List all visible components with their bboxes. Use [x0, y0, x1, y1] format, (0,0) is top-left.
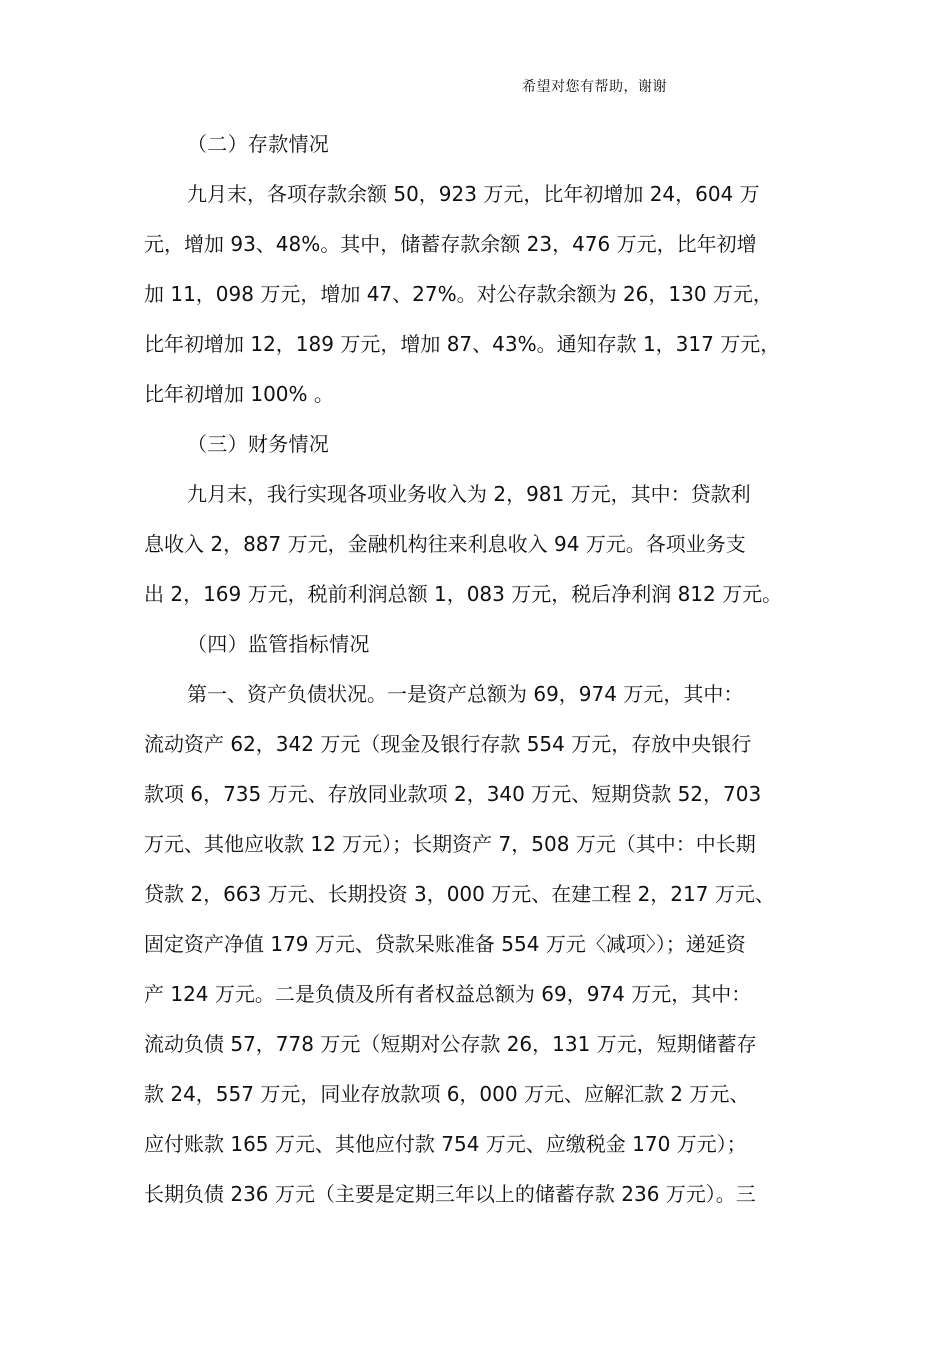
paragraph-line: 贷款 2，663 万元、长期投资 3，000 万元、在建工程 2，217 万元、 [144, 882, 775, 906]
paragraph-line: 产 124 万元。二是负债及所有者权益总额为 69，974 万元，其中： [144, 982, 752, 1006]
section-heading-deposits: （二）存款情况 [187, 132, 330, 156]
paragraph-line: 长期负债 236 万元（主要是定期三年以上的储蓄存款 236 万元）。三 [144, 1182, 756, 1206]
paragraph-line: 款项 6，735 万元、存放同业款项 2，340 万元、短期贷款 52，703 [144, 782, 762, 806]
paragraph-line: 款 24，557 万元，同业存放款项 6，000 万元、应解汇款 2 万元、 [144, 1082, 750, 1106]
paragraph-line: 第一、资产负债状况。一是资产总额为 69，974 万元，其中： [187, 682, 744, 706]
paragraph-line: 元，增加 93、48%。其中，储蓄存款余额 23，476 万元，比年初增 [144, 232, 757, 256]
paragraph-line: 加 11，098 万元，增加 47、27%。对公存款余额为 26，130 万元， [144, 282, 773, 306]
section-heading-finance: （三）财务情况 [187, 432, 330, 456]
paragraph-line: 九月末，各项存款余额 50，923 万元，比年初增加 24，604 万 [187, 182, 760, 206]
section-heading-regulatory: （四）监管指标情况 [187, 632, 370, 656]
paragraph-line: 比年初增加 100% 。 [144, 382, 334, 406]
paragraph-line: 九月末，我行实现各项业务收入为 2，981 万元，其中：贷款利 [187, 482, 751, 506]
paragraph-line: 比年初增加 12，189 万元，增加 87、43%。通知存款 1，317 万元， [144, 332, 781, 356]
paragraph-line: 万元、其他应收款 12 万元）；长期资产 7，508 万元（其中：中长期 [144, 832, 756, 856]
paragraph-line: 流动负债 57，778 万元（短期对公存款 26，131 万元，短期储蓄存 [144, 1032, 757, 1056]
paragraph-line: 息收入 2，887 万元，金融机构往来利息收入 94 万元。各项业务支 [144, 532, 746, 556]
paragraph-line: 出 2，169 万元，税前利润总额 1，083 万元，税后净利润 812 万元。 [144, 582, 783, 606]
header-note: 希望对您有帮助，谢谢 [522, 79, 667, 95]
paragraph-line: 应付账款 165 万元、其他应付款 754 万元、应缴税金 170 万元）； [144, 1132, 747, 1156]
paragraph-line: 流动资产 62，342 万元（现金及银行存款 554 万元，存放中央银行 [144, 732, 752, 756]
paragraph-line: 固定资产净值 179 万元、贷款呆账准备 554 万元〈减项〉）；递延资 [144, 932, 746, 956]
